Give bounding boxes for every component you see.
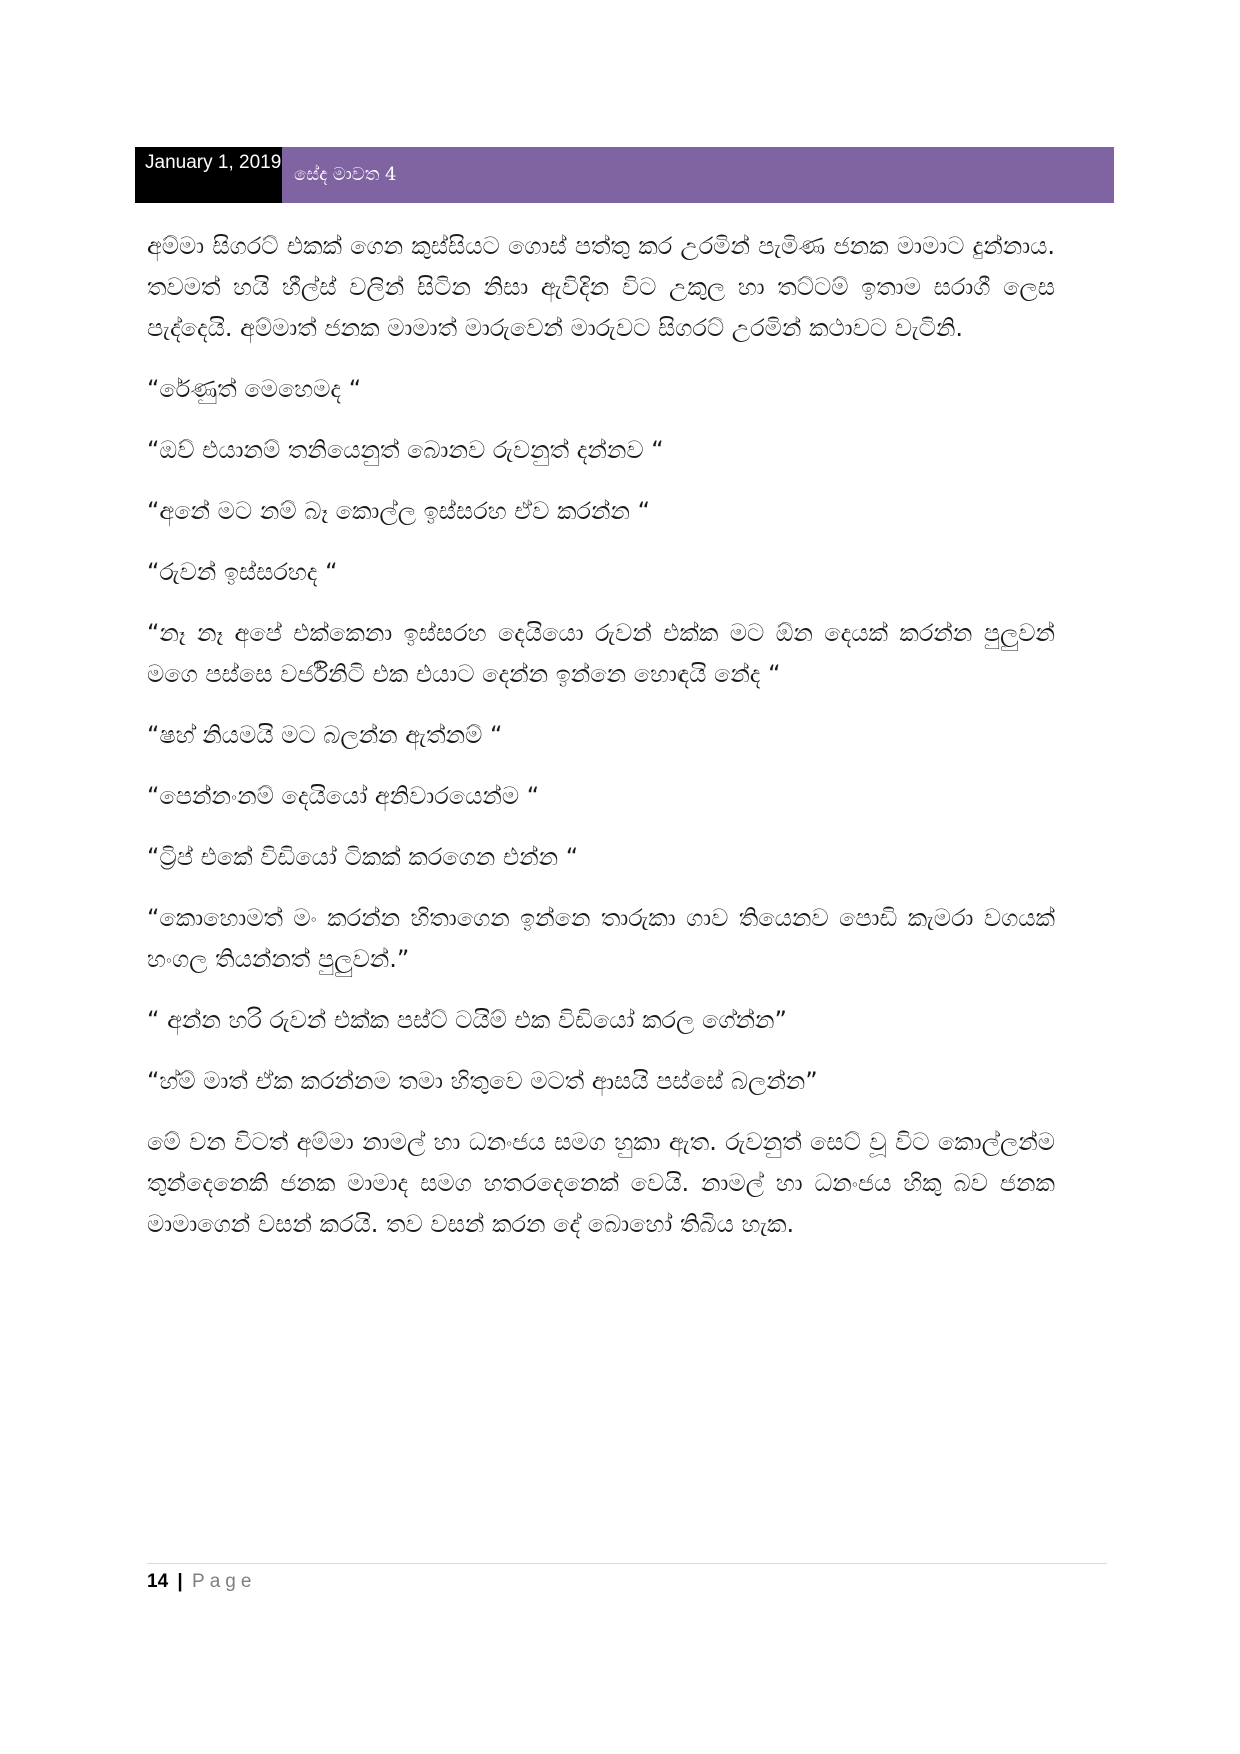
page-label: Page	[192, 1571, 257, 1592]
paragraph-9: “ට්‍රිප් එකේ විඩියෝ ටිකක් කරගෙන එන්න “	[147, 843, 579, 871]
page-footer	[147, 1567, 256, 1597]
body-text	[147, 226, 1055, 1265]
paragraph-3: “ඔව් එයානම් තනියෙනුත් බොනව රුවනුත් දන්නව “	[147, 436, 664, 464]
footer-separator: |	[177, 1571, 183, 1592]
paragraph-4: “අනේ මට නම් බෑ කොල්ල ඉස්සරහ ඒව කරන්න “	[147, 497, 651, 525]
header-date: January 1, 2019	[135, 147, 282, 203]
paragraph-8: “පෙන්නංනම් දෙයියෝ අනිවාරයෙන්ම “	[147, 782, 540, 810]
paragraph-11: “ අන්න හරි රුවන් එක්ක පස්ට් ටයිම් එක විඩියෝ කරල ගේන්න”	[147, 1006, 787, 1034]
paragraph-5: “රුවන් ඉස්සරහද “	[147, 558, 338, 586]
paragraph-12: “හ්ම් මාත් ඒක කරන්නම තමා හිතුවෙ මටත් ආසයි පස්සේ බලන්න”	[147, 1067, 818, 1095]
page-number: 14	[147, 1571, 169, 1592]
paragraph-10: “කොහොමත් මං කරන්න හිතාගෙන ඉන්නෙ තාරුකා ගාව තියෙනව පොඩි කැමරා වගයක් හංගල තියන්නත් පුලුවන්.”	[147, 904, 1055, 973]
paragraph-2: “රේණුත් මෙහෙමද “	[147, 375, 362, 403]
paragraph-13: මේ වන විටත් අම්මා නාමල් හා ධනංජය සමග හුකා ඇත. රුවනුත් සෙට් වූ විට කොල්ලන්ම තුන්දෙනෙකි ජනක මාමාද සමග හතරදෙනෙක් වෙයි. නාමල් හා ධනංජය හිකු බව ජනක මාමාගෙන් වසන් කරයි. තව වසන් කරන දේ බොහෝ තිබිය හැක.	[147, 1128, 1055, 1238]
paragraph-1: අම්මා සිගරට් එකක් ගෙන කුස්සියට ගොස් පත්තු කර උරමින් පැමිණ ජනක මාමාට දුන්නාය. තවමත් හයි හීල්ස් වලින් සිටින නිසා ඇවිදින විට උකුල හා තට්ටම් ඉතාම සරාගී ලෙස පැද්දෙයි. අම්මාත් ජනක මාමාත් මාරුවෙන් මාරුවට සිගරට් උරමින් කථාවට වැටිනි.	[147, 232, 1055, 342]
paragraph-7: “ෂහ් නියමයි මට බලන්න ඇත්නම් “	[147, 721, 503, 749]
paragraph-6: “නෑ නෑ අපේ එක්කෙනා ඉස්සරහ දෙයියො රුවන් එක්ක මට ඕන දෙයක් කරන්න පුලුවන් මගෙ පස්සෙ වර්ජිනිටි එක එයාට දෙන්න ඉන්නෙ හොඳයි නේද “	[147, 619, 1055, 688]
footer-divider	[147, 1563, 1107, 1564]
page-header	[135, 147, 1114, 203]
header-title: සේද මාවත 4	[282, 147, 1114, 203]
